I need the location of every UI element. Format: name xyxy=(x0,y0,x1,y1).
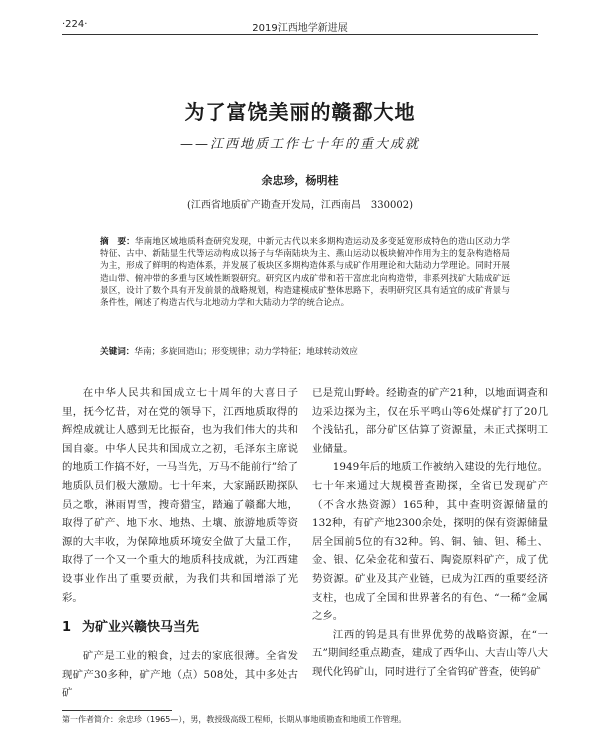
header-rule xyxy=(62,34,538,35)
body-paragraph: 矿产是工业的粮食，过去的家底很薄。全省发现矿产30多种，矿产地（点）508处，其中多处古矿 xyxy=(62,650,298,700)
abstract-text: 华南地区域地质科查研究发现，中新元古代以来多期构造运动及多变延宽形成特色的造山区动力学特征、古中、新陆显生代等运动构成以扬子与华南陆块为主、燕山运动以板块俯冲作用为主的复杂构造格局为主，形成了鲜明的构造体系，并发展了板块区多期构造体系与成矿作用理论和大陆动力学理论。同时开展造山带、俯冲带的多重与区域性断裂研究。研究区内成矿带和若干富庶北向构造带，非系列找矿大陆成矿远景区，设计了数个具有开发前景的战略规划，构造建模成矿整体思路下，表明研究区具有适宜的成矿背景与条件性，阐述了构造古代与北地动力学和大陆动力学的统合论点。 xyxy=(100,237,510,309)
left-column xyxy=(62,384,298,703)
abstract xyxy=(100,236,510,309)
body-paragraph: 在中华人民共和国成立七十周年的大喜日子里，抚今忆昔，对在党的领导下，江西地质取得的辉煌成就让人感到无比振奋，也为我们伟大的共和国自豪。中华人民共和国成立之初，毛泽东主席说的地质工作搞不好，一马当先，万马不能前行”给了地质队员们极大激励。七十年来，大家踊跃勘探队员之歌，淋雨胃雪，搜奇猎宝，踏遍了赣鄱大地，取得了矿产、地下水、地热、土壤、旅游地质等资源的大丰收，为保障地质环境安全做了大量工作，取得了一个又一个重大的地质科技成就，为江西建设事业作出了重要贡献，为我们共和国增添了光彩。 xyxy=(62,387,298,604)
section-heading xyxy=(62,619,298,637)
abstract-label: 摘 要： xyxy=(100,237,135,247)
author-footnote: 第一作者简介：余忠珍（1965—），男，教授级高级工程师，长期从事地质勘查和地质工作管理。 xyxy=(62,715,407,724)
article-subtitle: ——江西地质工作七十年的重大成就 xyxy=(179,137,420,152)
authors: 余忠珍，杨明桂 xyxy=(261,174,339,187)
keywords xyxy=(100,346,510,358)
article-title: 为了富饶美丽的赣鄱大地 xyxy=(184,100,416,124)
keywords-text: 华南；多旋回造山；形变规律；动力学特征；地球转动效应 xyxy=(134,347,358,357)
body-paragraph: 江西的钨是具有世界优势的战略资源，在“一五”期间经重点勘查，建成了西华山、大吉山等八大现代化钨矿山，同时进行了全省钨矿普查，使钨矿 xyxy=(312,628,548,678)
running-head xyxy=(62,19,538,35)
body-paragraph: 已是荒山野岭。经勘查的矿产21种，以地面调查和边采边探为主，仅在乐平鸣山等6处煤矿打了20几个浅钻孔，部分矿区估算了资源量，未正式探明工业储量。 xyxy=(312,387,548,455)
right-column xyxy=(312,384,548,682)
section-title: 为矿业兴赣快马当先 xyxy=(82,620,200,636)
keywords-label: 关键词： xyxy=(100,347,135,357)
body-paragraph: 1949年后的地质工作被纳入建设的先行地位。七十年来通过大规模普查勘探，全省已发现矿产（不含水热资源）165种，其中查明资源储量的132种，有矿产地2300余处，探明的保有资源储量居全国前5位的有32种。钨、铜、铀、钽、稀土、金、银、亿朵金花和萤石、陶瓷原料矿产，成了优势资源。矿业及其产业链，已成为江西的重要经济支柱，也成了全国和世界著名的有色、“一稀”金属之乡。 xyxy=(312,461,548,623)
journal-title: 2019江西地学新进展 xyxy=(252,23,348,34)
footnote-rule xyxy=(62,710,172,711)
affiliation: (江西省地质矿产勘查开发局，江西南昌 330002) xyxy=(187,200,413,211)
section-number: 1 xyxy=(62,620,72,636)
page-number: ·224· xyxy=(62,19,88,30)
